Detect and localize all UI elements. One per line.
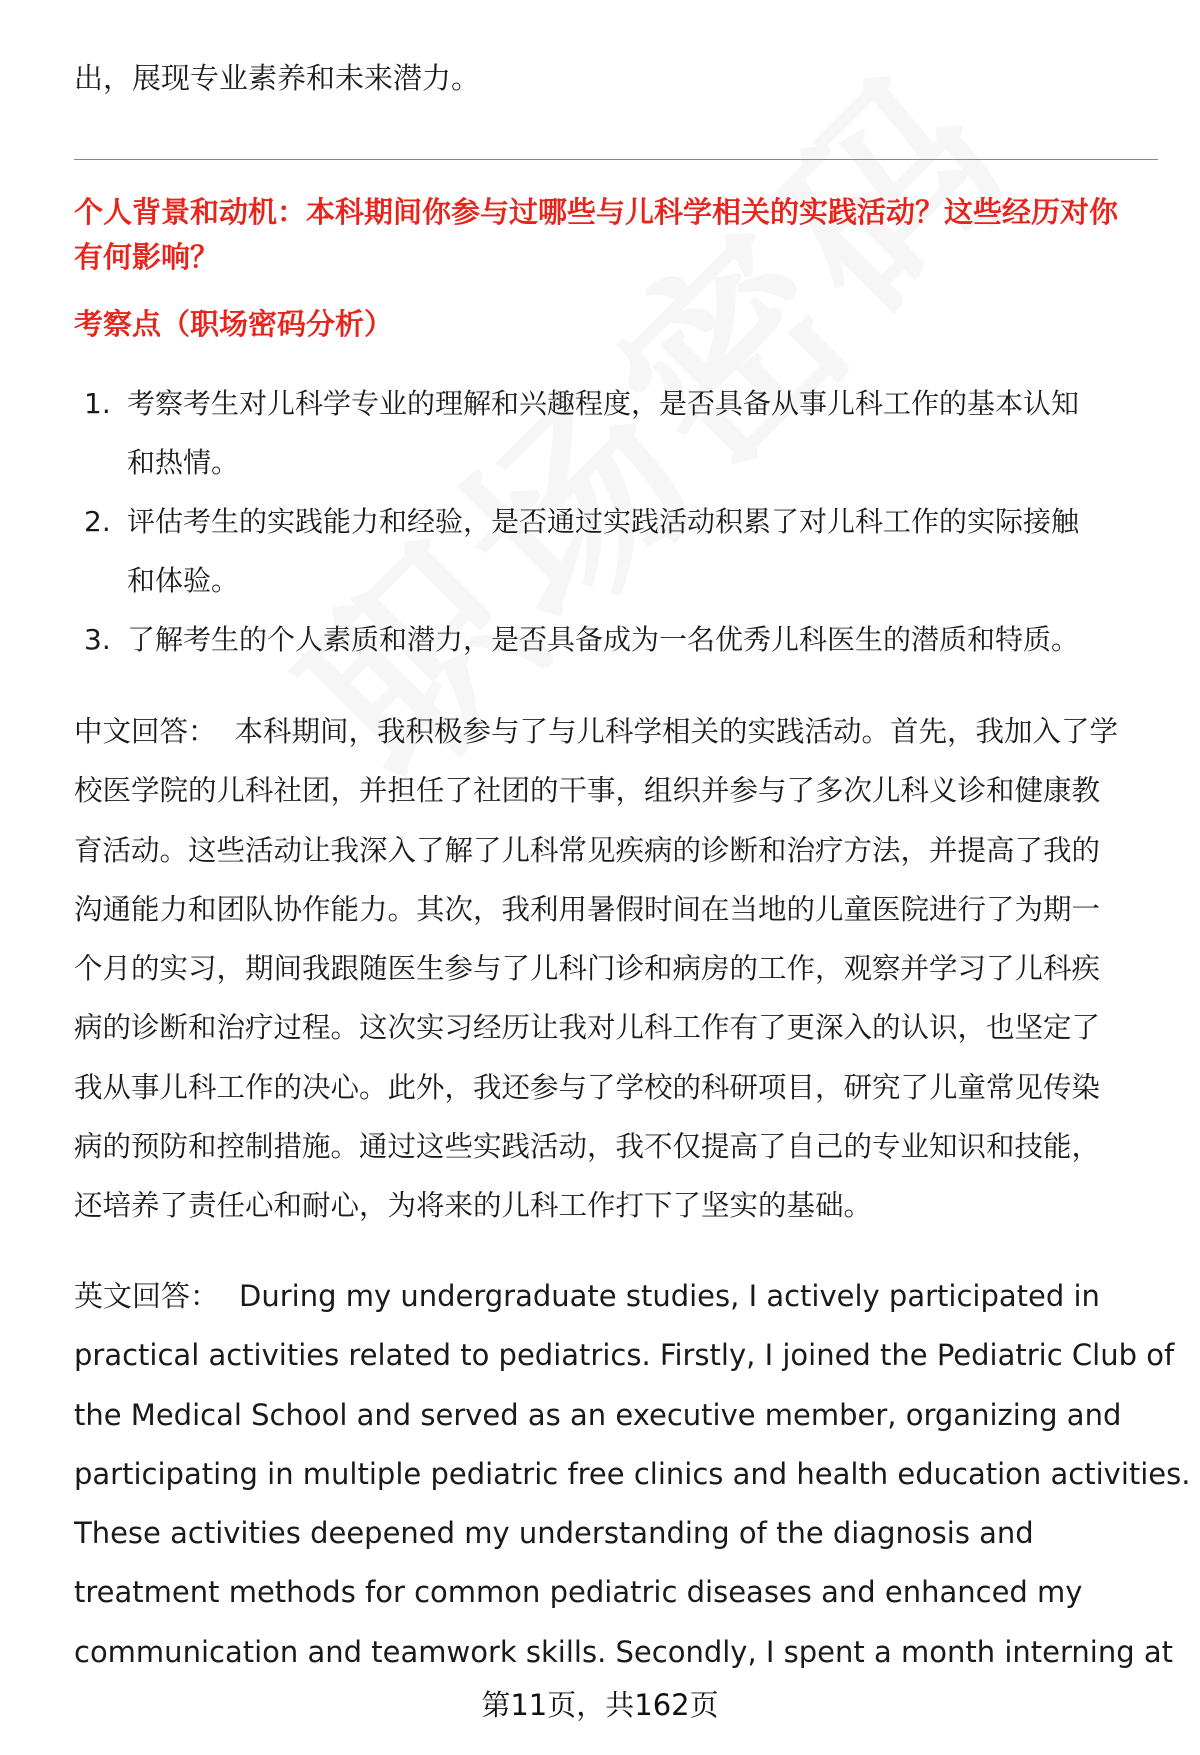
answer-line: 校医学院的儿科社团，并担任了社团的干事，组织并参与了多次儿科义诊和健康教 [74, 774, 1101, 808]
document-page [74, 0, 1191, 1755]
answer-text: 本科期间，我积极参与了与儿科学相关的实践活动。首先，我加入了学 [234, 715, 1119, 748]
answer-line: 我从事儿科工作的决心。此外，我还参与了学校的科研项目，研究了儿童常见传染 [74, 1070, 1101, 1104]
answer-line: 病的预防和控制措施。通过这些实践活动，我不仅提高了自己的专业知识和技能， [74, 1130, 1101, 1164]
answer-line: practical activities related to pediatrics. Firstly, I joined the Pediatric Club of [74, 1338, 1175, 1373]
continuation-text: 出，展现专业素养和未来潜力。 [74, 61, 481, 95]
analysis-point [74, 374, 1158, 492]
question-line: 个人背景和动机：本科期间你参与过哪些与儿科学相关的实践活动？这些经历对你 [74, 195, 1119, 229]
analysis-point [74, 610, 1158, 669]
point-text-line: 了解考生的个人素质和潜力，是否具备成为一名优秀儿科医生的潜质和特质。 [127, 623, 1080, 656]
point-text-line: 考察考生对儿科学专业的理解和兴趣程度，是否具备从事儿科工作的基本认知 [127, 387, 1080, 420]
chinese-answer-label: 中文回答： [74, 715, 217, 748]
answer-line: the Medical School and served as an executive member, organizing and [74, 1397, 1122, 1432]
answer-line: communication and teamwork skills. Secondly, I spent a month interning at [74, 1634, 1173, 1669]
answer-line: 沟通能力和团队协作能力。其次，我利用暑假时间在当地的儿童医院进行了为期一 [74, 892, 1101, 926]
page-number-footer: 第11页，共162页 [481, 1688, 719, 1722]
answer-line: 还培养了责任心和耐心，为将来的儿科工作打下了坚实的基础。 [74, 1189, 873, 1223]
point-number: 2. [84, 505, 111, 538]
answer-line: treatment methods for common pediatric diseases and enhanced my [74, 1575, 1083, 1610]
question-line: 有何影响？ [74, 240, 220, 274]
answer-line [74, 1267, 1164, 1326]
section-divider [74, 159, 1158, 160]
answer-line: participating in multiple pediatric free clinics and health education activities. [74, 1456, 1191, 1491]
answer-line: 个月的实习，期间我跟随医生参与了儿科门诊和病房的工作，观察并学习了儿科疾 [74, 952, 1101, 986]
answer-text: During my undergraduate studies, I actively participated in [239, 1279, 1100, 1313]
english-answer [74, 1267, 1191, 1682]
analysis-points-list [74, 374, 1158, 669]
chinese-answer [74, 702, 1158, 1236]
point-text-line: 和热情。 [127, 446, 240, 479]
question-heading [74, 190, 1158, 280]
point-text-line: 和体验。 [127, 564, 240, 597]
answer-line [74, 702, 1158, 761]
answer-line: 病的诊断和治疗过程。这次实习经历让我对儿科工作有了更深入的认识，也坚定了 [74, 1011, 1101, 1045]
answer-line: 育活动。这些活动让我深入了解了儿科常见疾病的诊断和治疗方法，并提高了我的 [74, 833, 1101, 867]
point-number: 3. [84, 623, 111, 656]
english-answer-label: 英文回答： [74, 1279, 220, 1313]
analysis-heading: 考察点（职场密码分析） [74, 307, 394, 341]
answer-line: These activities deepened my understanding of the diagnosis and [74, 1516, 1034, 1551]
analysis-point [74, 492, 1158, 610]
point-number: 1. [84, 387, 111, 420]
point-text-line: 评估考生的实践能力和经验，是否通过实践活动积累了对儿科工作的实际接触 [127, 505, 1080, 538]
